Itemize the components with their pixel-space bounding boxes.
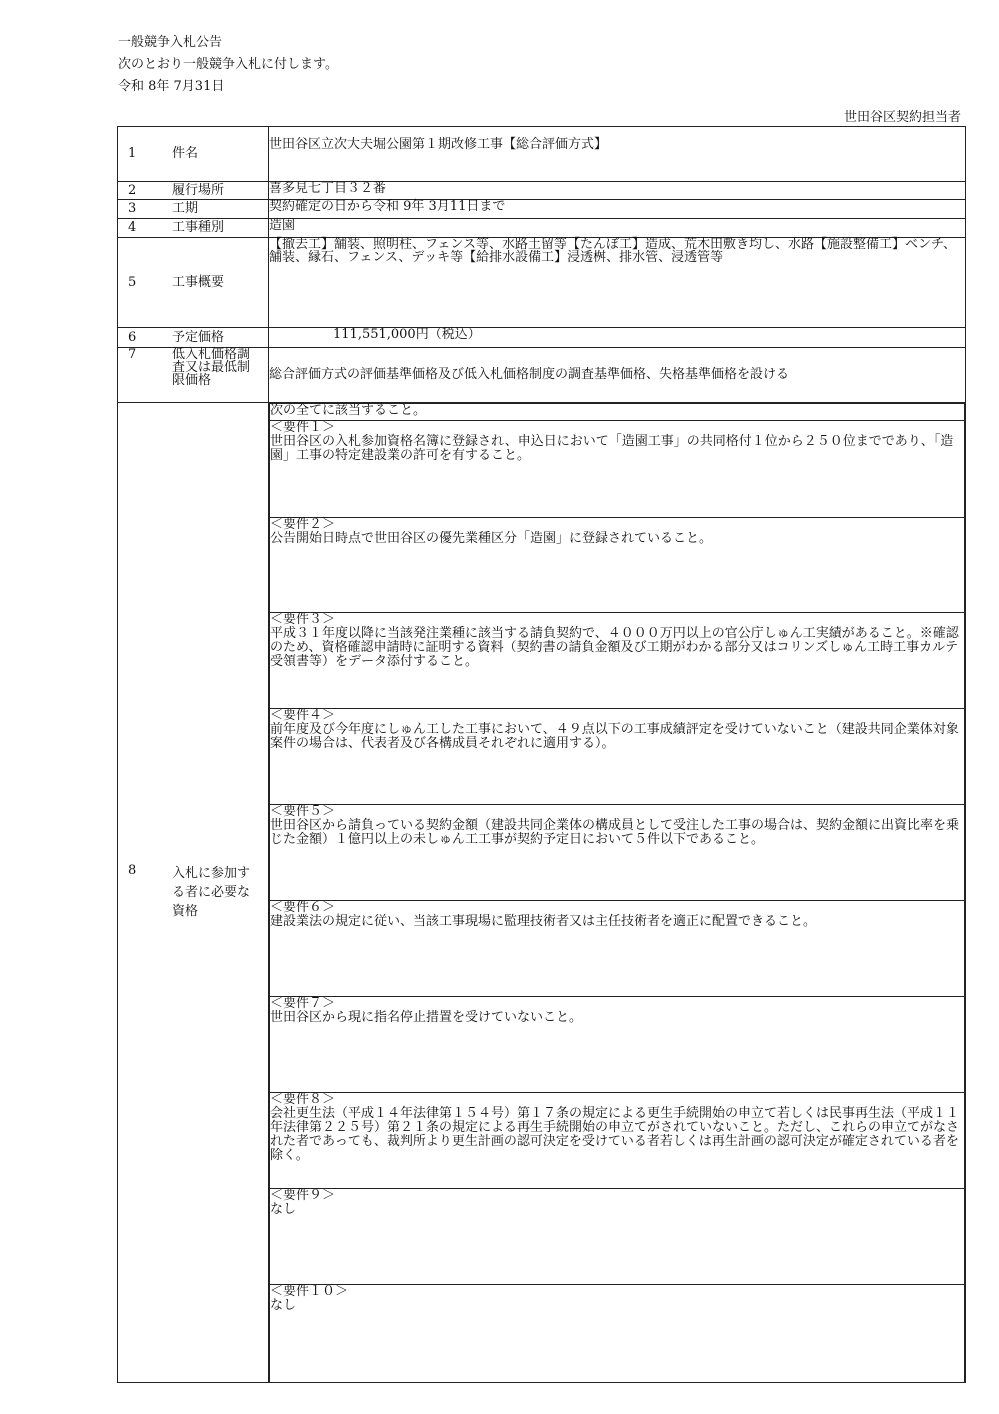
item-value: 総合評価方式の評価基準価格及び低入札価格制度の調査基準価格、失格基準価格を設ける [269, 348, 966, 403]
requirement-title: ＜要件４＞ [270, 708, 336, 723]
item-number: 2 [128, 182, 137, 198]
requirement-7 [270, 997, 965, 1093]
requirements-intro: 次の全てに該当すること。 [270, 404, 965, 421]
item-number: 5 [128, 274, 137, 290]
requirement-5 [270, 805, 965, 901]
item-number: 6 [128, 329, 137, 345]
item-label: 履行場所 [172, 182, 225, 198]
item-value: 111,551,000円（税込） [269, 328, 966, 348]
requirement-2 [270, 518, 965, 613]
item-label: 工事種別 [172, 220, 225, 235]
requirement-4 [270, 709, 965, 805]
item-number: 8 [128, 863, 137, 878]
requirement-3 [270, 613, 965, 709]
item-label: 予定価格 [172, 329, 225, 345]
item-row-2 [118, 182, 966, 200]
item-label: 工事概要 [172, 274, 225, 290]
requirement-text: 会社更生法（平成１４年法律第１５４号）第１７条の規定による更生手続開始の申立て若しくは民事再生法（平成１１年法律第２２５号）第２１条の規定による再生手続開始の申立てがされていないこと。ただし、これらの申立てがなされた者であっても、裁判所より更生計画の認可決定を受けている者若しくは再生計画の認可決定が確定されている者を除く。 [270, 1106, 960, 1163]
item-value: 世田谷区立次大夫堀公園第１期改修工事【総合評価方式】 [269, 127, 966, 182]
requirement-text: 世田谷区から現に指名停止措置を受けていないこと。 [270, 1010, 583, 1025]
item-label: 低入札価格調査又は最低制限価格 [172, 347, 251, 388]
item-row-4 [118, 219, 966, 238]
item-label: 入札に参加する者に必要な資格 [172, 866, 251, 919]
requirement-text: 公告開始日時点で世田谷区の優先業種区分「造園」に登録されていること。 [270, 531, 713, 546]
requirement-text: 前年度及び今年度にしゅん工した工事において、４９点以下の工事成績評定を受けていないこと（建設共同企業体対象案件の場合は、代表者及び各構成員それぞれに適用する）。 [270, 722, 959, 751]
requirement-8 [270, 1093, 965, 1189]
requirement-text: 建設業法の規定に従い、当該工事現場に監理技術者又は主任技術者を適正に配置できること。 [270, 914, 817, 929]
requirement-text: なし [270, 1298, 297, 1313]
requirement-title: ＜要件７＞ [270, 996, 336, 1011]
item-value: 【撤去工】舗装、照明柱、フェンス等、水路土留等【たんぼ工】造成、荒木田敷き均し、水路【施設整備工】ベンチ、舗装、縁石、フェンス、デッキ等【給排水設備工】浸透桝、排水管、浸透管等 [269, 238, 966, 328]
requirement-1 [270, 421, 965, 518]
item-row-1 [118, 127, 966, 182]
requirement-title: ＜要件６＞ [270, 900, 336, 915]
requirement-title: ＜要件９＞ [270, 1188, 336, 1203]
item-row-3 [118, 200, 966, 219]
requirement-text: 平成３１年度以降に当該発注業種に該当する請負契約で、４０００万円以上の官公庁しゅん工実績があること。※確認のため、資格確認申請時に証明する資料（契約書の請負金額及び工期がわかる部分又はコリンズしゅん工時工事カルテ受領書等）をデータ添付すること。 [270, 626, 959, 669]
item-number: 4 [128, 220, 137, 235]
notice-date: 令和 8年 7月31日 [118, 79, 225, 94]
requirement-title: ＜要件２＞ [270, 517, 336, 532]
item-row-5 [118, 238, 966, 328]
item-value: 契約確定の日から令和 9年 3月11日まで [269, 200, 966, 219]
item-row-8 [118, 403, 966, 1383]
requirement-text: なし [270, 1202, 297, 1217]
requirements-table [269, 403, 965, 1382]
item-number: 3 [128, 201, 137, 216]
item-row-6 [118, 328, 966, 348]
requirement-text: 世田谷区から請負っている契約金額（建設共同企業体の構成員として受注した工事の場合は、契約金額に出資比率を乗じた金額）１億円以上の未しゅん工工事が契約予定日において５件以下であること。 [270, 818, 960, 847]
requirement-title: ＜要件１＞ [270, 420, 336, 435]
requirement-title: ＜要件８＞ [270, 1092, 336, 1107]
contracting-officer: 世田谷区契約担当者 [843, 110, 961, 125]
item-number: 7 [128, 347, 137, 362]
requirement-title: ＜要件５＞ [270, 804, 336, 819]
item-row-7 [118, 348, 966, 403]
notice-table [117, 126, 966, 1383]
requirement-title: ＜要件１０＞ [270, 1284, 349, 1299]
requirement-9 [270, 1189, 965, 1285]
requirement-6 [270, 901, 965, 997]
notice-title: 一般競争入札公告 [118, 35, 223, 50]
item-number: 1 [128, 146, 137, 161]
notice-intro: 次のとおり一般競争入札に付します。 [118, 57, 338, 72]
item-label: 工期 [172, 201, 199, 216]
requirement-text: 世田谷区の入札参加資格名簿に登録され、申込日において「造園工事」の共同格付１位から２５０位までであり、「造園」工事の特定建設業の許可を有すること。 [270, 434, 954, 463]
item-label: 件名 [172, 146, 199, 161]
item-value: 喜多見七丁目３２番 [269, 182, 966, 200]
item-value: 造園 [269, 219, 966, 238]
requirement-title: ＜要件３＞ [270, 612, 336, 627]
requirement-10 [270, 1285, 965, 1382]
